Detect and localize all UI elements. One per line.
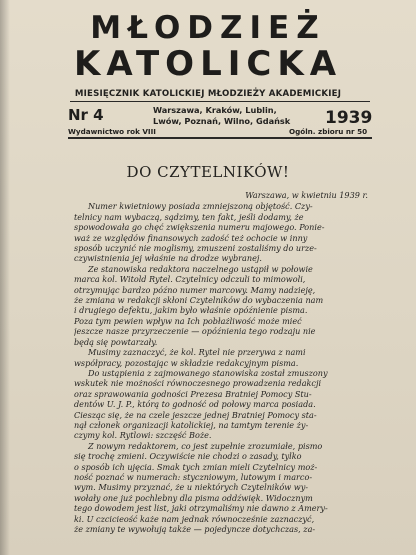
article-line: spowodowała go chęć zwiększenia numeru majowego. Ponie- (74, 222, 325, 233)
article-line: Poza tym pewien wpływ na Ich pobłażliwość może mieć (74, 315, 302, 326)
issue-number: Nr 4 (68, 106, 104, 124)
page-edge-shadow (0, 0, 10, 555)
article-date: Warszawa, w kwietniu 1939 r. (245, 190, 368, 200)
article-line: ność poznać w numerach: styczniowym, lutowym i marco- (74, 471, 313, 482)
article-line: jeszcze nasze przyrzeczenie — opóźnienia tego rodzaju nie (74, 326, 316, 337)
article-line: i drugiego defektu, jakim było właśnie opóźnienie pisma. (74, 305, 308, 316)
article-line: tego dowodem jest list, jaki otrzymaliśmy nie dawno z Amery- (74, 503, 328, 514)
article-line: telnicy nam wybaczą, sądzimy, ten fakt, jeśli dodamy, że (74, 211, 304, 222)
article-line: Numer kwietniowy posiada zmniejszoną objętość. Czy- (88, 201, 313, 212)
article-line: oraz sprawowania godności Prezesa Bratniej Pomocy Stu- (74, 388, 312, 399)
article-line: otrzymując bardzo późno numer marcowy. Mamy nadzieję, (74, 284, 316, 295)
article-line: Do ustąpienia z zajmowanego stanowiska został zmuszony (88, 367, 328, 378)
article-line: się trochę zmieni. Oczywiście nie chodzi o zasady, tylko (74, 451, 302, 462)
article-line: ki. U czcicieość każe nam jednak równocześnie zaznaczyć, (74, 513, 315, 524)
article-line: sposób uczynić nie moglismy, zmuszeni zostaliśmy do urze- (74, 243, 317, 254)
article-line: Z nowym redaktorem, co jest zupełnie zrozumiałe, pismo (88, 440, 323, 451)
article-line: dentów U. J. P., którą to godność od połowy marca posiada. (74, 399, 316, 410)
article-line: wym. Musimy przyznać, że u niektórych Czytelników wy- (74, 482, 309, 493)
article-line: czymy kol. Rytlowi: szczęść Boże. (74, 430, 212, 441)
masthead-title-line2: KATOLICKA (73, 44, 343, 84)
article-line: że zmiany te wywołują także — pojedyncze dotychczas, za- (74, 524, 316, 534)
article-line: czywistnienia jej właśnie na drodze wybranej. (74, 253, 262, 264)
article-line: współpracy, pozostając w składzie redakcyjnym pisma. (74, 357, 299, 368)
cities-line1: Warszawa, Kraków, Lublin, (153, 105, 277, 115)
cities-list (153, 105, 323, 127)
article-lines (74, 201, 368, 534)
publisher-year: Wydawnictwo rok VIII (68, 127, 156, 136)
volume-number: Ogóln. zbioru nr 50 (289, 127, 368, 136)
article-line: Musimy zaznaczyć, że kol. Rytel nie przerywa z nami (88, 347, 306, 358)
masthead-divider-bottom (68, 137, 372, 139)
masthead-title-line1: MŁODZIEŻ (90, 10, 326, 46)
article-line: że zmiana w redakcji skłoni Czytelników do wybaczenia nam (74, 295, 324, 306)
article-line: o sposób ich ujęcia. Smak tych zmian mieli Czytelnicy moż- (74, 461, 318, 472)
article-line: marca kol. Witold Rytel. Czytelnicy odczuli to mimowoli, (74, 274, 306, 285)
article-line: Ciesząc się, że na czele jeszcze jednej Bratniej Pomocy sta- (74, 409, 317, 420)
masthead-divider-top (70, 101, 370, 102)
article-line: wskutek nie możności równoczesnego prowadzenia redakcji (74, 378, 322, 389)
article-line: nął członek organizacji katolickiej, na tamtym terenie ży- (74, 419, 309, 430)
article-body (74, 190, 368, 534)
masthead-subtitle: MIESIĘCZNIK KATOLICKIEJ MŁODZIEŻY AKADEMICKIEJ (74, 89, 342, 99)
article-line: waż ze względów finansowych zadość też ochocie w inny (74, 232, 308, 243)
issue-year: 1939 (325, 108, 373, 128)
article-line: wołały one już pochlebny dla pisma oddźwięk. Widocznym (74, 492, 313, 503)
cities-line2: Lwów, Poznań, Wilno, Gdańsk (153, 116, 291, 126)
article-heading: DO CZYTELNIKÓW! (126, 163, 290, 181)
article-line: będą się powtarzały. (74, 336, 158, 347)
article-line: Ze stanowiska redaktora naczelnego ustąpił w połowie (88, 263, 313, 274)
